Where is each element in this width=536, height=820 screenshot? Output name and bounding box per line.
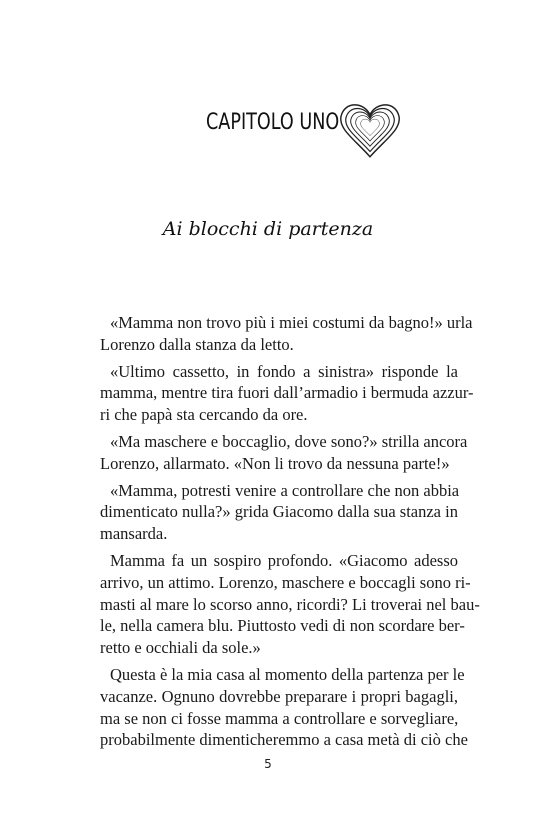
paragraph xyxy=(100,431,468,475)
heart-outline-icon xyxy=(330,84,410,164)
text-line: dimenticato nulla?» grida Giacomo dalla sua stanza in xyxy=(100,502,458,522)
paragraph xyxy=(100,312,473,356)
text-line: Questa è la mia casa al momento della partenza per le xyxy=(110,664,465,684)
text-line: masti al mare lo scorso anno, ricordi? Li troverai nel bau- xyxy=(100,594,480,614)
text-line: vacanze. Ognuno dovrebbe preparare i propri bagagli, xyxy=(100,686,458,706)
text-line: Mamma fa un sospiro profondo. «Giacomo adesso xyxy=(110,550,458,570)
text-line: retto e occhiali da sole.» xyxy=(100,638,261,658)
text-line: «Ma maschere e boccaglio, dove sono?» strilla ancora xyxy=(110,431,468,451)
text-line: Lorenzo, allarmato. «Non li trovo da nessuna parte!» xyxy=(100,453,450,473)
chapter-header xyxy=(0,76,536,166)
paragraph xyxy=(100,480,458,545)
text-line: mansarda. xyxy=(100,524,168,544)
text-line: mamma, mentre tira fuori dall’armadio i bermuda azzur- xyxy=(100,383,474,403)
text-line: «Mamma non trovo più i miei costumi da bagno!» urla xyxy=(110,313,473,332)
text-line: «Mamma, potresti venire a controllare che non abbia xyxy=(110,480,460,500)
body-text xyxy=(100,312,480,751)
chapter-subtitle: Ai blocchi di partenza xyxy=(162,218,374,240)
text-line: le, nella camera blu. Piuttosto vedi di non scordare ber- xyxy=(100,616,465,636)
chapter-title: CAPITOLO UNO xyxy=(206,110,340,135)
paragraph xyxy=(100,664,468,751)
text-line: ma se non ci fosse mamma a controllare e sorvegliare, xyxy=(100,708,459,728)
text-line: arrivo, un attimo. Lorenzo, maschere e boccagli sono ri- xyxy=(100,572,471,592)
text-line: Lorenzo dalla stanza da letto. xyxy=(100,334,294,354)
paragraph xyxy=(100,550,480,659)
page-number: 5 xyxy=(264,757,272,771)
text-line: ri che papà sta cercando da ore. xyxy=(100,405,308,425)
text-line: «Ultimo cassetto, in fondo a sinistra» risponde la xyxy=(110,361,458,381)
paragraph xyxy=(100,361,474,426)
text-line: probabilmente dimenticheremmo a casa metà di ciò che xyxy=(100,730,468,750)
